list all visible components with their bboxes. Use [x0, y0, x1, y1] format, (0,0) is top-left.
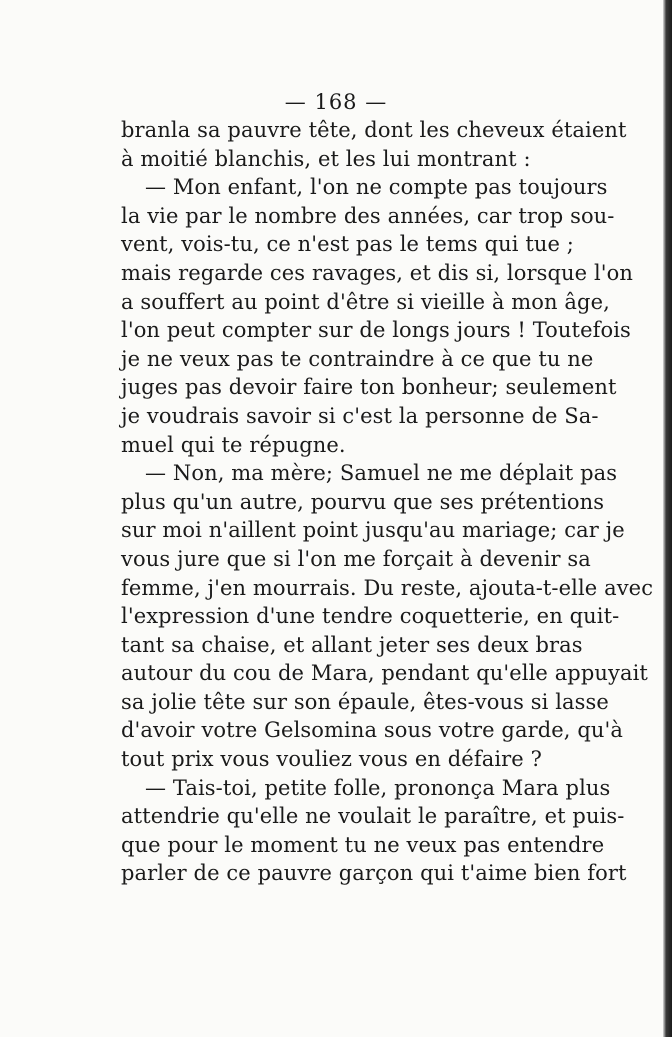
page-edge-shadow: [663, 0, 672, 1037]
text-line: mais regarde ces ravages, et dis si, lorsque l'on: [121, 260, 633, 285]
text-line: la vie par le nombre des années, car trop sou-: [121, 203, 615, 228]
text-line: vent, vois-tu, ce n'est pas le tems qui tue ;: [121, 232, 574, 257]
text-line: attendrie qu'elle ne voulait le paraître, et puis-: [121, 804, 625, 829]
text-line: que pour le moment tu ne veux pas entendre: [121, 832, 605, 857]
text-line: parler de ce pauvre garçon qui t'aime bien fort: [121, 861, 627, 886]
text-line: femme, j'en mourrais. Du reste, ajouta-t-elle avec: [121, 575, 654, 600]
body-text: [121, 116, 654, 888]
text-line: vous jure que si l'on me forçait à devenir sa: [121, 546, 591, 571]
text-line: — Non, ma mère; Samuel ne me déplait pas: [145, 461, 618, 486]
text-line: d'avoir votre Gelsomina sous votre garde, qu'à: [121, 718, 624, 743]
text-line: je ne veux pas te contraindre à ce que tu ne: [121, 346, 594, 371]
text-line: tout prix vous vouliez vous en défaire ?: [121, 747, 542, 772]
text-line: branla sa pauvre tête, dont les cheveux étaient: [121, 118, 627, 142]
text-line: plus qu'un autre, pourvu que ses prétentions: [121, 489, 605, 514]
page-number: — 168 —: [284, 90, 388, 114]
text-line: — Mon enfant, l'on ne compte pas toujours: [145, 175, 608, 200]
text-line: autour du cou de Mara, pendant qu'elle appuyait: [121, 661, 648, 686]
text-line: l'on peut compter sur de longs jours ! Toutefois: [121, 318, 631, 343]
text-line: a souffert au point d'être si vieille à mon âge,: [121, 289, 610, 314]
text-line: tant sa chaise, et allant jeter ses deux bras: [121, 632, 583, 657]
text-line: à moitié blanchis, et les lui montrant :: [121, 146, 531, 171]
text-line: l'expression d'une tendre coquetterie, en quit-: [121, 604, 620, 629]
text-line: muel qui te répugne.: [121, 432, 346, 457]
text-line: je voudrais savoir si c'est la personne de Sa-: [121, 403, 599, 428]
text-line: sa jolie tête sur son épaule, êtes-vous si lasse: [121, 689, 609, 714]
text-line: sur moi n'aillent point jusqu'au mariage; car je: [121, 518, 625, 543]
text-line: — Tais-toi, petite folle, prononça Mara plus: [145, 775, 611, 800]
text-line: juges pas devoir faire ton bonheur; seulement: [121, 375, 617, 400]
